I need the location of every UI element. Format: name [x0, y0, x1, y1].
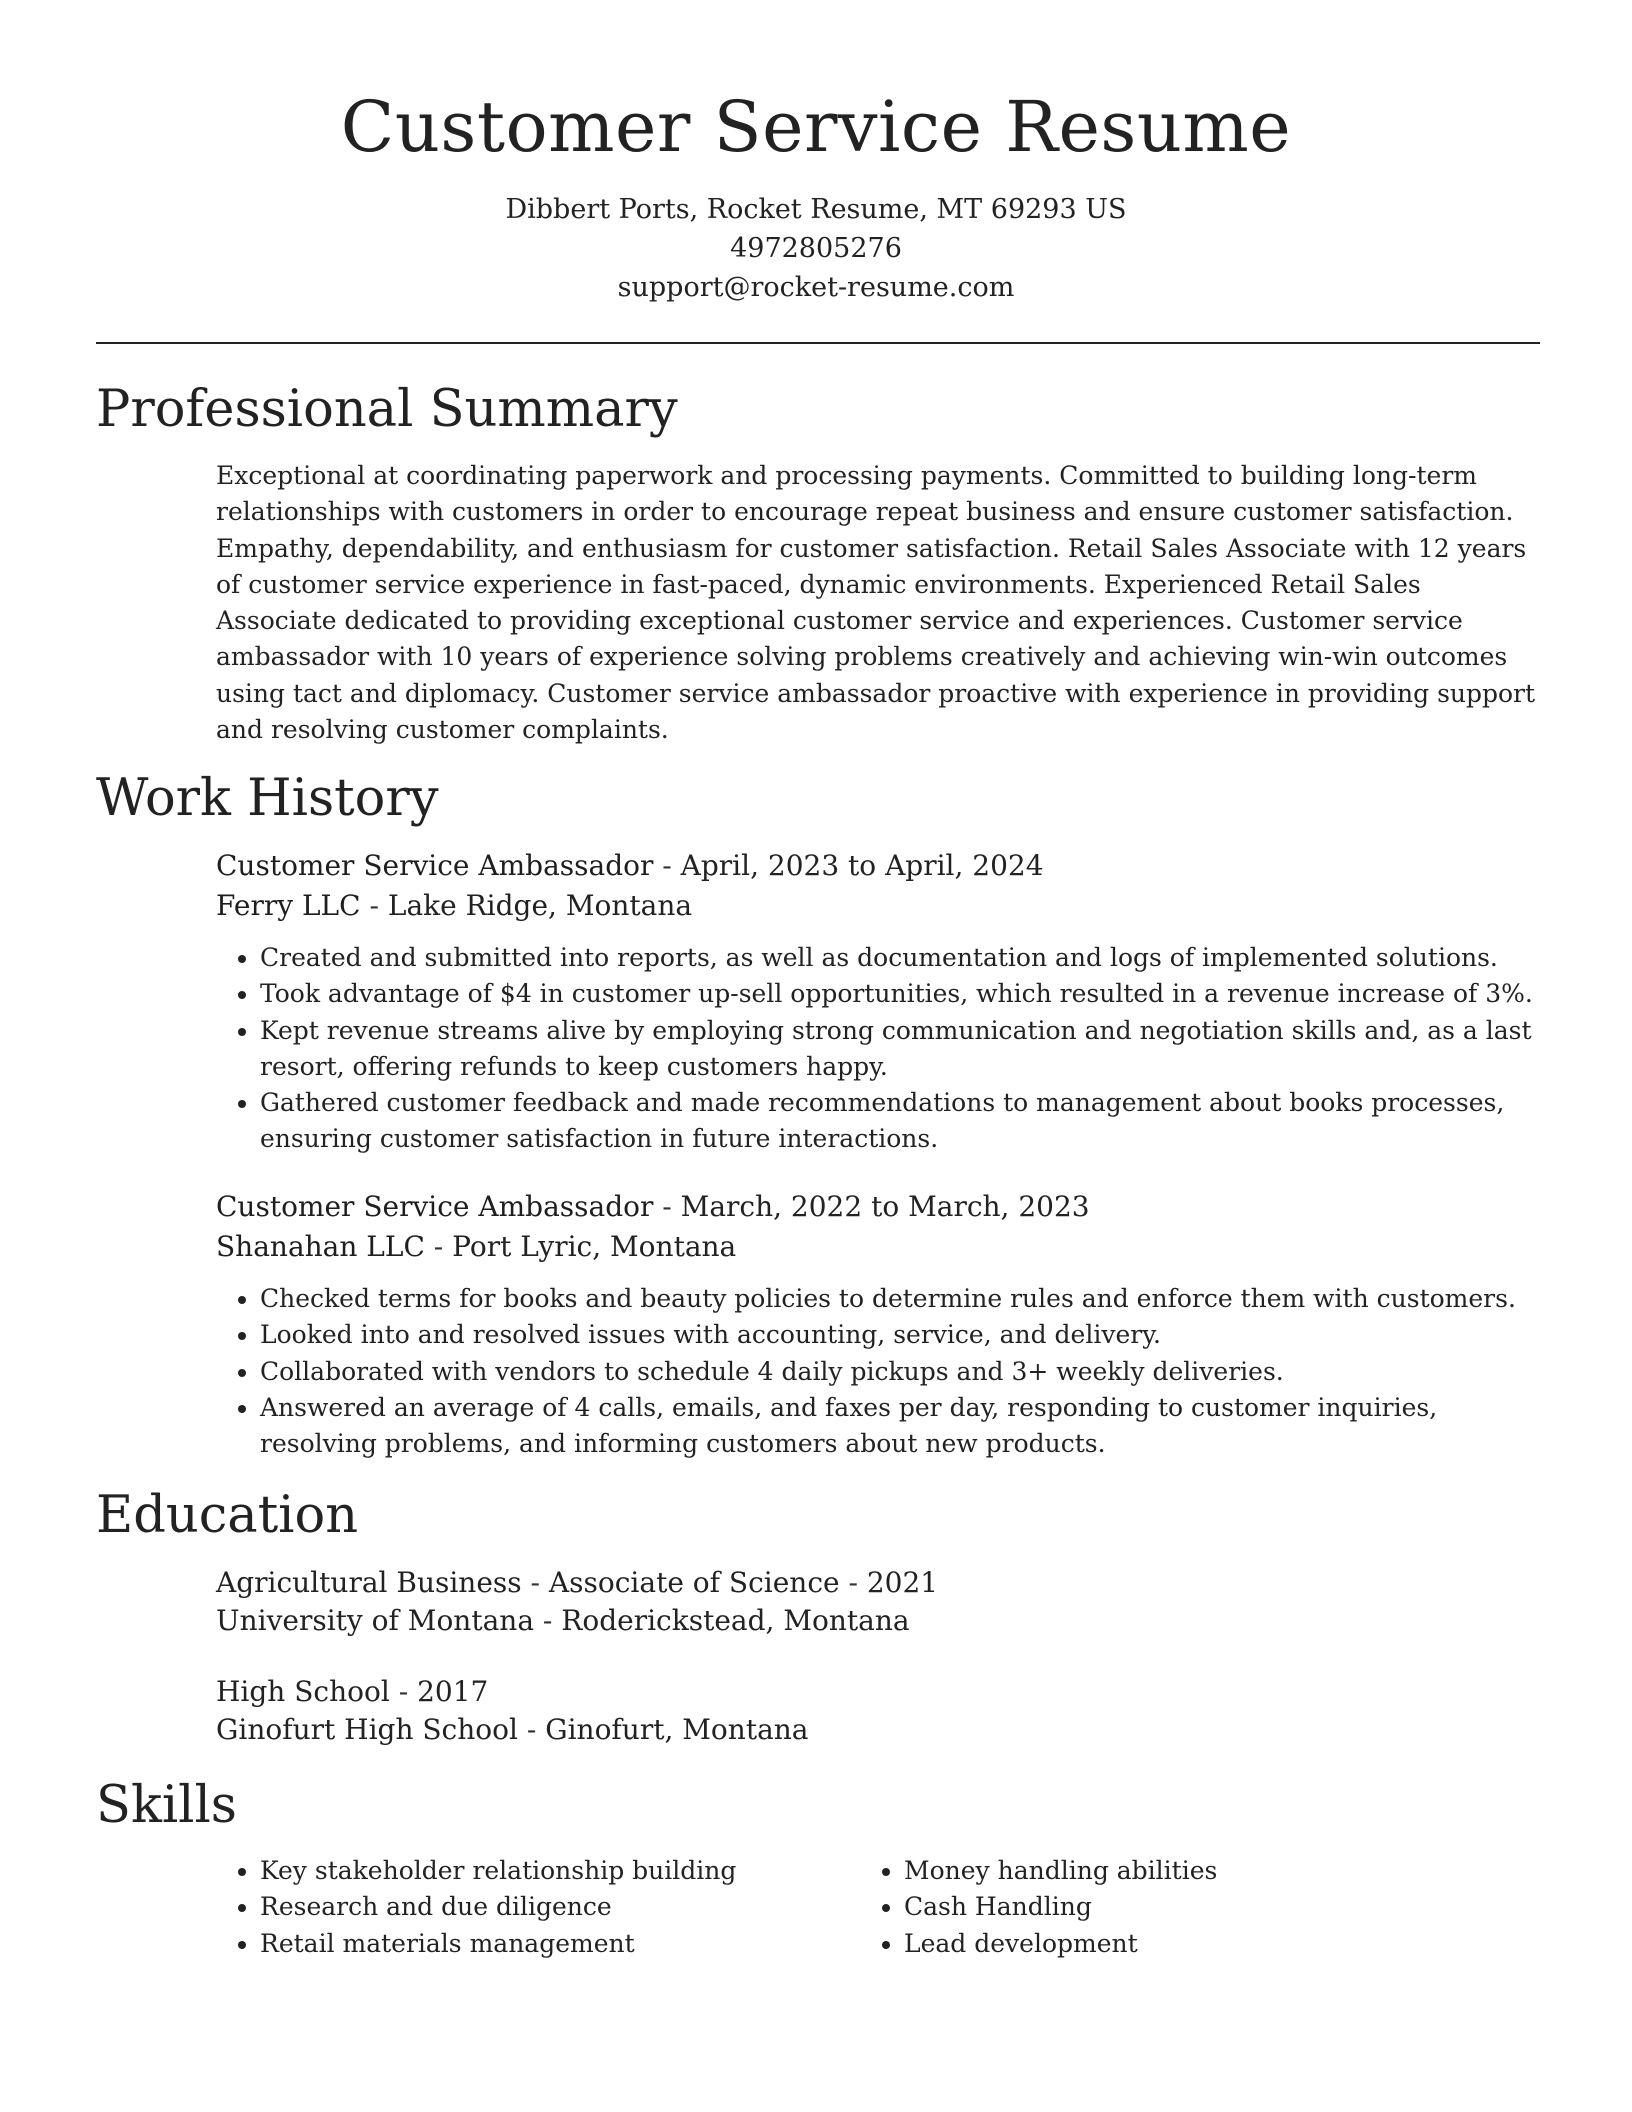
education-year: 2021: [866, 1566, 939, 1599]
list-item: • Collaborated with vendors to schedule 4 daily pickups and 3+ weekly deliveries.: [260, 1354, 1546, 1390]
job-company: Shanahan LLC: [216, 1230, 425, 1263]
education-degree-line: Agricultural Business - Associate of Science - 2021: [216, 1566, 939, 1599]
job-company-line: Shanahan LLC - Port Lyric, Montana: [216, 1230, 737, 1263]
education-year: 2017: [417, 1675, 489, 1708]
summary-text: Exceptional at coordinating paperwork and processing payments. Committed to building long-term relationships with customers in order to encourage repeat business and ensure customer satisfaction. Empathy, dependability, and enthusiasm for customer satisfaction. Retail Sales Associate with 12 years of customer service experience in fast-paced, dynamic environments. Experienced Retail Sales Associate dedicated to providing exceptional customer service and experiences. Customer service ambassador with 10 years of experience solving problems creatively and achieving win-win outcomes using tact and diplomacy. Customer service ambassador proactive with experience in providing support and resolving customer complaints.: [216, 461, 1536, 745]
skills-list-left: [216, 1853, 860, 1962]
education-school: Ginofurt High School: [216, 1713, 518, 1746]
list-item: • Lead development: [904, 1926, 1504, 1962]
education-field: Agricultural Business: [216, 1566, 522, 1599]
list-item: • Took advantage of $4 in customer up-sell opportunities, which resulted in a revenue increase of 3%.: [260, 976, 1546, 1012]
job-title-line: Customer Service Ambassador - March, 2022 to March, 2023: [216, 1190, 1090, 1223]
education-school: University of Montana: [216, 1604, 535, 1637]
header-divider: [96, 342, 1540, 344]
section-title-work-history: Work History: [96, 769, 439, 828]
section-title-summary: Professional Summary: [96, 380, 678, 439]
job-dates: March, 2022 to March, 2023: [680, 1190, 1090, 1223]
contact-address: Dibbert Ports, Rocket Resume, MT 69293 US: [505, 194, 1127, 225]
job-company: Ferry LLC: [216, 889, 361, 922]
education-degree-line: High School - 2017: [216, 1675, 489, 1708]
job-dates: April, 2023 to April, 2024: [680, 849, 1044, 882]
resume-title: Customer Service Resume: [340, 86, 1292, 168]
job-bullet-list: [216, 940, 1546, 1158]
job-title-line: Customer Service Ambassador - April, 2023 to April, 2024: [216, 849, 1044, 882]
list-item: • Checked terms for books and beauty policies to determine rules and enforce them with customers.: [260, 1281, 1546, 1317]
list-item: • Gathered customer feedback and made recommendations to management about books processes, ensuring customer satisfaction in future interactions.: [260, 1085, 1546, 1158]
list-item: • Kept revenue streams alive by employing strong communication and negotiation skills and, as a last resort, offering refunds to keep customers happy.: [260, 1013, 1546, 1086]
contact-email: support@rocket-resume.com: [617, 272, 1015, 303]
list-item: • Money handling abilities: [904, 1853, 1504, 1889]
job-location: Port Lyric, Montana: [452, 1230, 737, 1263]
job-role: Customer Service Ambassador: [216, 849, 654, 882]
education-degree: Associate of Science: [548, 1566, 840, 1599]
job-company-line: Ferry LLC - Lake Ridge, Montana: [216, 889, 693, 922]
education-school-line: University of Montana - Roderickstead, Montana: [216, 1604, 910, 1637]
section-title-skills: Skills: [96, 1776, 237, 1835]
education-location: Ginofurt, Montana: [545, 1713, 809, 1746]
job-role: Customer Service Ambassador: [216, 1190, 654, 1223]
list-item: • Cash Handling: [904, 1889, 1504, 1925]
education-school-line: Ginofurt High School - Ginofurt, Montana: [216, 1713, 809, 1746]
list-item: • Research and due diligence: [260, 1889, 860, 1925]
skills-list-right: [860, 1853, 1504, 1962]
list-item: • Looked into and resolved issues with accounting, service, and delivery.: [260, 1317, 1546, 1353]
job-location: Lake Ridge, Montana: [387, 889, 693, 922]
list-item: • Retail materials management: [260, 1926, 860, 1962]
contact-phone: 4972805276: [730, 233, 902, 264]
section-title-education: Education: [96, 1486, 359, 1545]
list-item: • Answered an average of 4 calls, emails, and faxes per day, responding to customer inquiries, resolving problems, and informing customers about new products.: [260, 1390, 1546, 1463]
job-bullet-list: [216, 1281, 1546, 1462]
list-item: • Created and submitted into reports, as well as documentation and logs of implemented solutions.: [260, 940, 1546, 976]
contact-info: [0, 190, 1632, 307]
education-degree: High School: [216, 1675, 390, 1708]
list-item: • Key stakeholder relationship building: [260, 1853, 860, 1889]
education-location: Roderickstead, Montana: [561, 1604, 910, 1637]
